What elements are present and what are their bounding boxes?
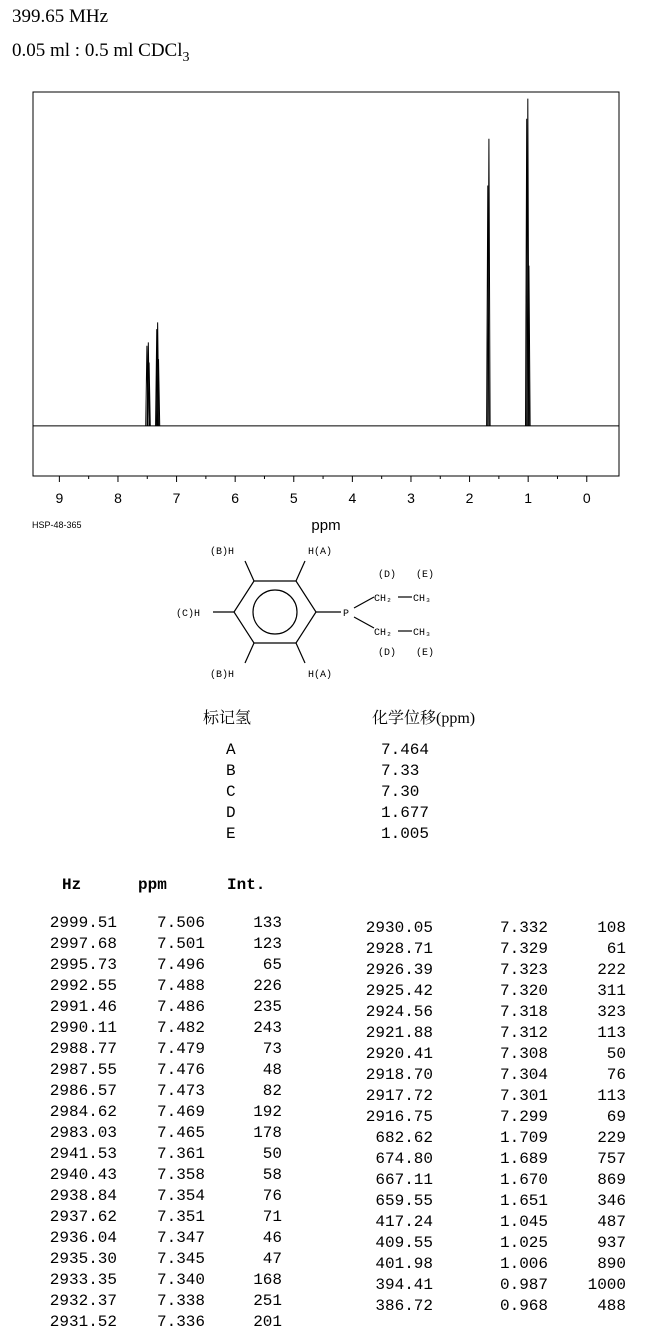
peak-int: 937 xyxy=(597,1234,626,1252)
peak-ppm: 7.320 xyxy=(499,982,548,1000)
peak-int: 346 xyxy=(597,1192,626,1210)
x-tick-label: 8 xyxy=(114,490,122,506)
label-ch3-top: CH₃ xyxy=(413,594,432,605)
peak-int: 1000 xyxy=(587,1276,626,1294)
peak-hz: 2918.70 xyxy=(365,1066,433,1084)
peak-int: 133 xyxy=(253,914,282,932)
peak-ppm: 1.670 xyxy=(499,1171,548,1189)
peak-hz: 2935.30 xyxy=(49,1250,117,1268)
peak-hz: 2995.73 xyxy=(49,956,117,974)
peak-int: 123 xyxy=(253,935,282,953)
sample-subscript: 3 xyxy=(182,49,190,65)
peak-hz: 2917.72 xyxy=(365,1087,433,1105)
shift-label: E xyxy=(226,825,236,843)
peak-ppm: 7.476 xyxy=(156,1061,205,1079)
shift-value: 7.464 xyxy=(381,741,430,759)
peak-ppm: 7.501 xyxy=(156,935,205,953)
peak-hz: 2988.77 xyxy=(49,1040,117,1058)
peak-ppm: 7.469 xyxy=(156,1103,205,1121)
peak-int: 222 xyxy=(597,961,626,979)
peak-ppm: 7.340 xyxy=(156,1271,205,1289)
peak-hz: 2916.75 xyxy=(365,1108,433,1126)
spectrum-peaks xyxy=(146,99,530,426)
peak-ppm: 7.358 xyxy=(156,1166,205,1184)
x-axis-label: ppm xyxy=(311,517,341,534)
peak-ppm: 7.345 xyxy=(156,1250,205,1268)
peak-header-ppm: ppm xyxy=(138,876,167,894)
label-bh-top: (B)H xyxy=(210,547,235,558)
peak-int: 58 xyxy=(262,1166,282,1184)
peak-hz: 2930.05 xyxy=(365,919,433,937)
bond-ha-bottom xyxy=(296,643,305,663)
spectrum-code: HSP-48-365 xyxy=(32,520,82,530)
label-bh-bottom: (B)H xyxy=(210,670,235,681)
shift-value: 7.33 xyxy=(381,762,420,780)
spectrometer-frequency: 399.65 MHz xyxy=(12,6,109,27)
peak-hz: 2991.46 xyxy=(49,998,117,1016)
peak-int: 323 xyxy=(597,1003,626,1021)
peak-hz: 2926.39 xyxy=(365,961,433,979)
peak-int: 76 xyxy=(262,1187,282,1205)
shift-value: 1.005 xyxy=(381,825,430,843)
peak-int: 76 xyxy=(606,1066,626,1084)
label-ch2-top: CH₂ xyxy=(374,594,393,605)
shift-value: 7.30 xyxy=(381,783,420,801)
peak-hz: 409.55 xyxy=(375,1234,433,1252)
aromatic-circle xyxy=(253,590,297,634)
peak-int: 48 xyxy=(262,1061,282,1079)
nmr-spectrum-chart xyxy=(0,0,652,540)
x-tick-label: 6 xyxy=(231,490,240,506)
peak-int: 757 xyxy=(597,1150,626,1168)
peak-int: 108 xyxy=(597,919,626,937)
peak-ppm: 7.482 xyxy=(156,1019,205,1037)
peak-hz: 2921.88 xyxy=(365,1024,433,1042)
peak-ppm: 7.301 xyxy=(499,1087,548,1105)
peak-ppm: 7.473 xyxy=(156,1082,205,1100)
label-ch3-bottom: CH₃ xyxy=(413,628,432,639)
peak-ppm: 7.318 xyxy=(499,1003,548,1021)
peak-hz: 674.80 xyxy=(375,1150,433,1168)
x-tick-label: 4 xyxy=(348,490,357,506)
peak-hz: 2938.84 xyxy=(49,1187,117,1205)
peak-header-int: Int. xyxy=(227,876,266,894)
shift-label: D xyxy=(226,804,236,822)
peak-hz: 386.72 xyxy=(375,1297,433,1315)
x-tick-label: 3 xyxy=(407,490,415,506)
peak-hz: 2992.55 xyxy=(49,977,117,995)
label-e-top: (E) xyxy=(416,570,435,581)
peak-int: 47 xyxy=(262,1250,282,1268)
peak-hz: 2983.03 xyxy=(49,1124,117,1142)
peak-int: 178 xyxy=(253,1124,282,1142)
peak-int: 73 xyxy=(262,1040,282,1058)
peak-hz: 2928.71 xyxy=(365,940,433,958)
peak-ppm: 0.987 xyxy=(499,1276,548,1294)
peak-int: 113 xyxy=(597,1024,626,1042)
label-d-top: (D) xyxy=(378,570,397,581)
sample-description-text: 0.05 ml : 0.5 ml CDCl xyxy=(12,40,183,61)
peak-ppm: 7.506 xyxy=(156,914,205,932)
peak-ppm: 7.486 xyxy=(156,998,205,1016)
peak-ppm: 7.465 xyxy=(156,1124,205,1142)
peak-int: 869 xyxy=(597,1171,626,1189)
bond-ha-top xyxy=(296,561,305,581)
shift-label: C xyxy=(226,783,236,801)
peak-int: 61 xyxy=(606,940,626,958)
peak-int: 50 xyxy=(262,1145,282,1163)
peak-hz: 659.55 xyxy=(375,1192,433,1210)
peak-hz: 2990.11 xyxy=(49,1019,117,1037)
peak-hz: 667.11 xyxy=(375,1171,433,1189)
shift-label: B xyxy=(226,762,236,780)
peak-ppm: 0.968 xyxy=(499,1297,548,1315)
peak-hz: 2940.43 xyxy=(49,1166,117,1184)
label-p: P xyxy=(343,609,350,620)
peak-ppm: 1.045 xyxy=(499,1213,548,1231)
peak-header-hz: Hz xyxy=(62,876,82,894)
peak-int: 168 xyxy=(253,1271,282,1289)
shift-header-ppm: 化学位移(ppm) xyxy=(372,710,476,727)
peak-hz: 2937.62 xyxy=(49,1208,117,1226)
x-tick-label: 5 xyxy=(289,490,298,506)
peak-hz: 2933.35 xyxy=(49,1271,117,1289)
peak-hz: 682.62 xyxy=(375,1129,433,1147)
peak-ppm: 7.304 xyxy=(499,1066,548,1084)
peak-ppm: 1.689 xyxy=(499,1150,548,1168)
peak-ppm: 7.329 xyxy=(499,940,548,958)
peak-hz: 2987.55 xyxy=(49,1061,117,1079)
peak-int: 311 xyxy=(597,982,626,1000)
peak-ppm: 1.651 xyxy=(499,1192,548,1210)
peak-hz: 2924.56 xyxy=(365,1003,433,1021)
peak-ppm: 7.299 xyxy=(499,1108,548,1126)
peak-int: 251 xyxy=(253,1292,282,1310)
plot-frame xyxy=(33,92,619,476)
peak-ppm: 1.006 xyxy=(499,1255,548,1273)
peak-int: 69 xyxy=(606,1108,626,1126)
label-ch2-bottom: CH₂ xyxy=(374,628,393,639)
peak-int: 192 xyxy=(253,1103,282,1121)
peak-ppm: 7.332 xyxy=(499,919,548,937)
peak-int: 488 xyxy=(597,1297,626,1315)
peak-ppm: 7.354 xyxy=(156,1187,205,1205)
label-ha-top: H(A) xyxy=(308,547,333,558)
label-ch: (C)H xyxy=(176,609,201,620)
peak-hz: 2936.04 xyxy=(49,1229,117,1247)
peak-int: 71 xyxy=(262,1208,282,1226)
x-tick-label: 7 xyxy=(172,490,181,506)
peak-ppm: 7.312 xyxy=(499,1024,548,1042)
peak-int: 82 xyxy=(262,1082,282,1100)
peak-ppm: 7.479 xyxy=(156,1040,205,1058)
shift-label: A xyxy=(226,741,236,759)
peak-int: 226 xyxy=(253,977,282,995)
peak-int: 50 xyxy=(606,1045,626,1063)
label-e-bottom: (E) xyxy=(416,648,435,659)
peak-hz: 2925.42 xyxy=(365,982,433,1000)
peak-ppm: 7.323 xyxy=(499,961,548,979)
peak-hz: 401.98 xyxy=(375,1255,433,1273)
peak-ppm: 7.308 xyxy=(499,1045,548,1063)
peak-int: 201 xyxy=(253,1313,282,1331)
x-tick-label: 2 xyxy=(465,490,474,506)
x-tick-label: 9 xyxy=(55,490,64,506)
peak-hz: 417.24 xyxy=(375,1213,433,1231)
peak-hz: 2997.68 xyxy=(49,935,117,953)
peak-int: 65 xyxy=(262,956,282,974)
bond-bh-top xyxy=(245,561,254,581)
peak-ppm: 7.351 xyxy=(156,1208,205,1226)
peak-ppm: 1.025 xyxy=(499,1234,548,1252)
peak-ppm: 7.347 xyxy=(156,1229,205,1247)
shift-value: 1.677 xyxy=(381,804,430,822)
peak-hz: 394.41 xyxy=(375,1276,433,1294)
peak-hz: 2941.53 xyxy=(49,1145,117,1163)
peak-int: 235 xyxy=(253,998,282,1016)
bond-bh-bottom xyxy=(245,643,254,663)
peak-hz: 2986.57 xyxy=(49,1082,117,1100)
label-ha-bottom: H(A) xyxy=(308,670,333,681)
peak-int: 229 xyxy=(597,1129,626,1147)
peak-ppm: 7.361 xyxy=(156,1145,205,1163)
peak-hz: 2932.37 xyxy=(49,1292,117,1310)
peak-ppm: 7.488 xyxy=(156,977,205,995)
peak-int: 243 xyxy=(253,1019,282,1037)
peak-hz: 2984.62 xyxy=(49,1103,117,1121)
x-tick-label: 1 xyxy=(524,490,533,506)
peak-int: 487 xyxy=(597,1213,626,1231)
peak-int: 113 xyxy=(597,1087,626,1105)
shift-header-label: 标记氢 xyxy=(203,710,252,727)
bond-p-ch2-top xyxy=(354,597,374,608)
peak-int: 46 xyxy=(262,1229,282,1247)
peak-int: 890 xyxy=(597,1255,626,1273)
bond-p-ch2-bottom xyxy=(354,617,374,628)
peak-ppm: 7.338 xyxy=(156,1292,205,1310)
peak-hz: 2931.52 xyxy=(49,1313,117,1331)
x-axis-ticks xyxy=(55,476,590,506)
peak-ppm: 7.496 xyxy=(156,956,205,974)
benzene-ring xyxy=(234,581,316,643)
x-tick-label: 0 xyxy=(582,490,591,506)
label-d-bottom: (D) xyxy=(378,648,397,659)
peak-hz: 2999.51 xyxy=(49,914,117,932)
peak-hz: 2920.41 xyxy=(365,1045,433,1063)
peak-ppm: 7.336 xyxy=(156,1313,205,1331)
peak-ppm: 1.709 xyxy=(499,1129,548,1147)
